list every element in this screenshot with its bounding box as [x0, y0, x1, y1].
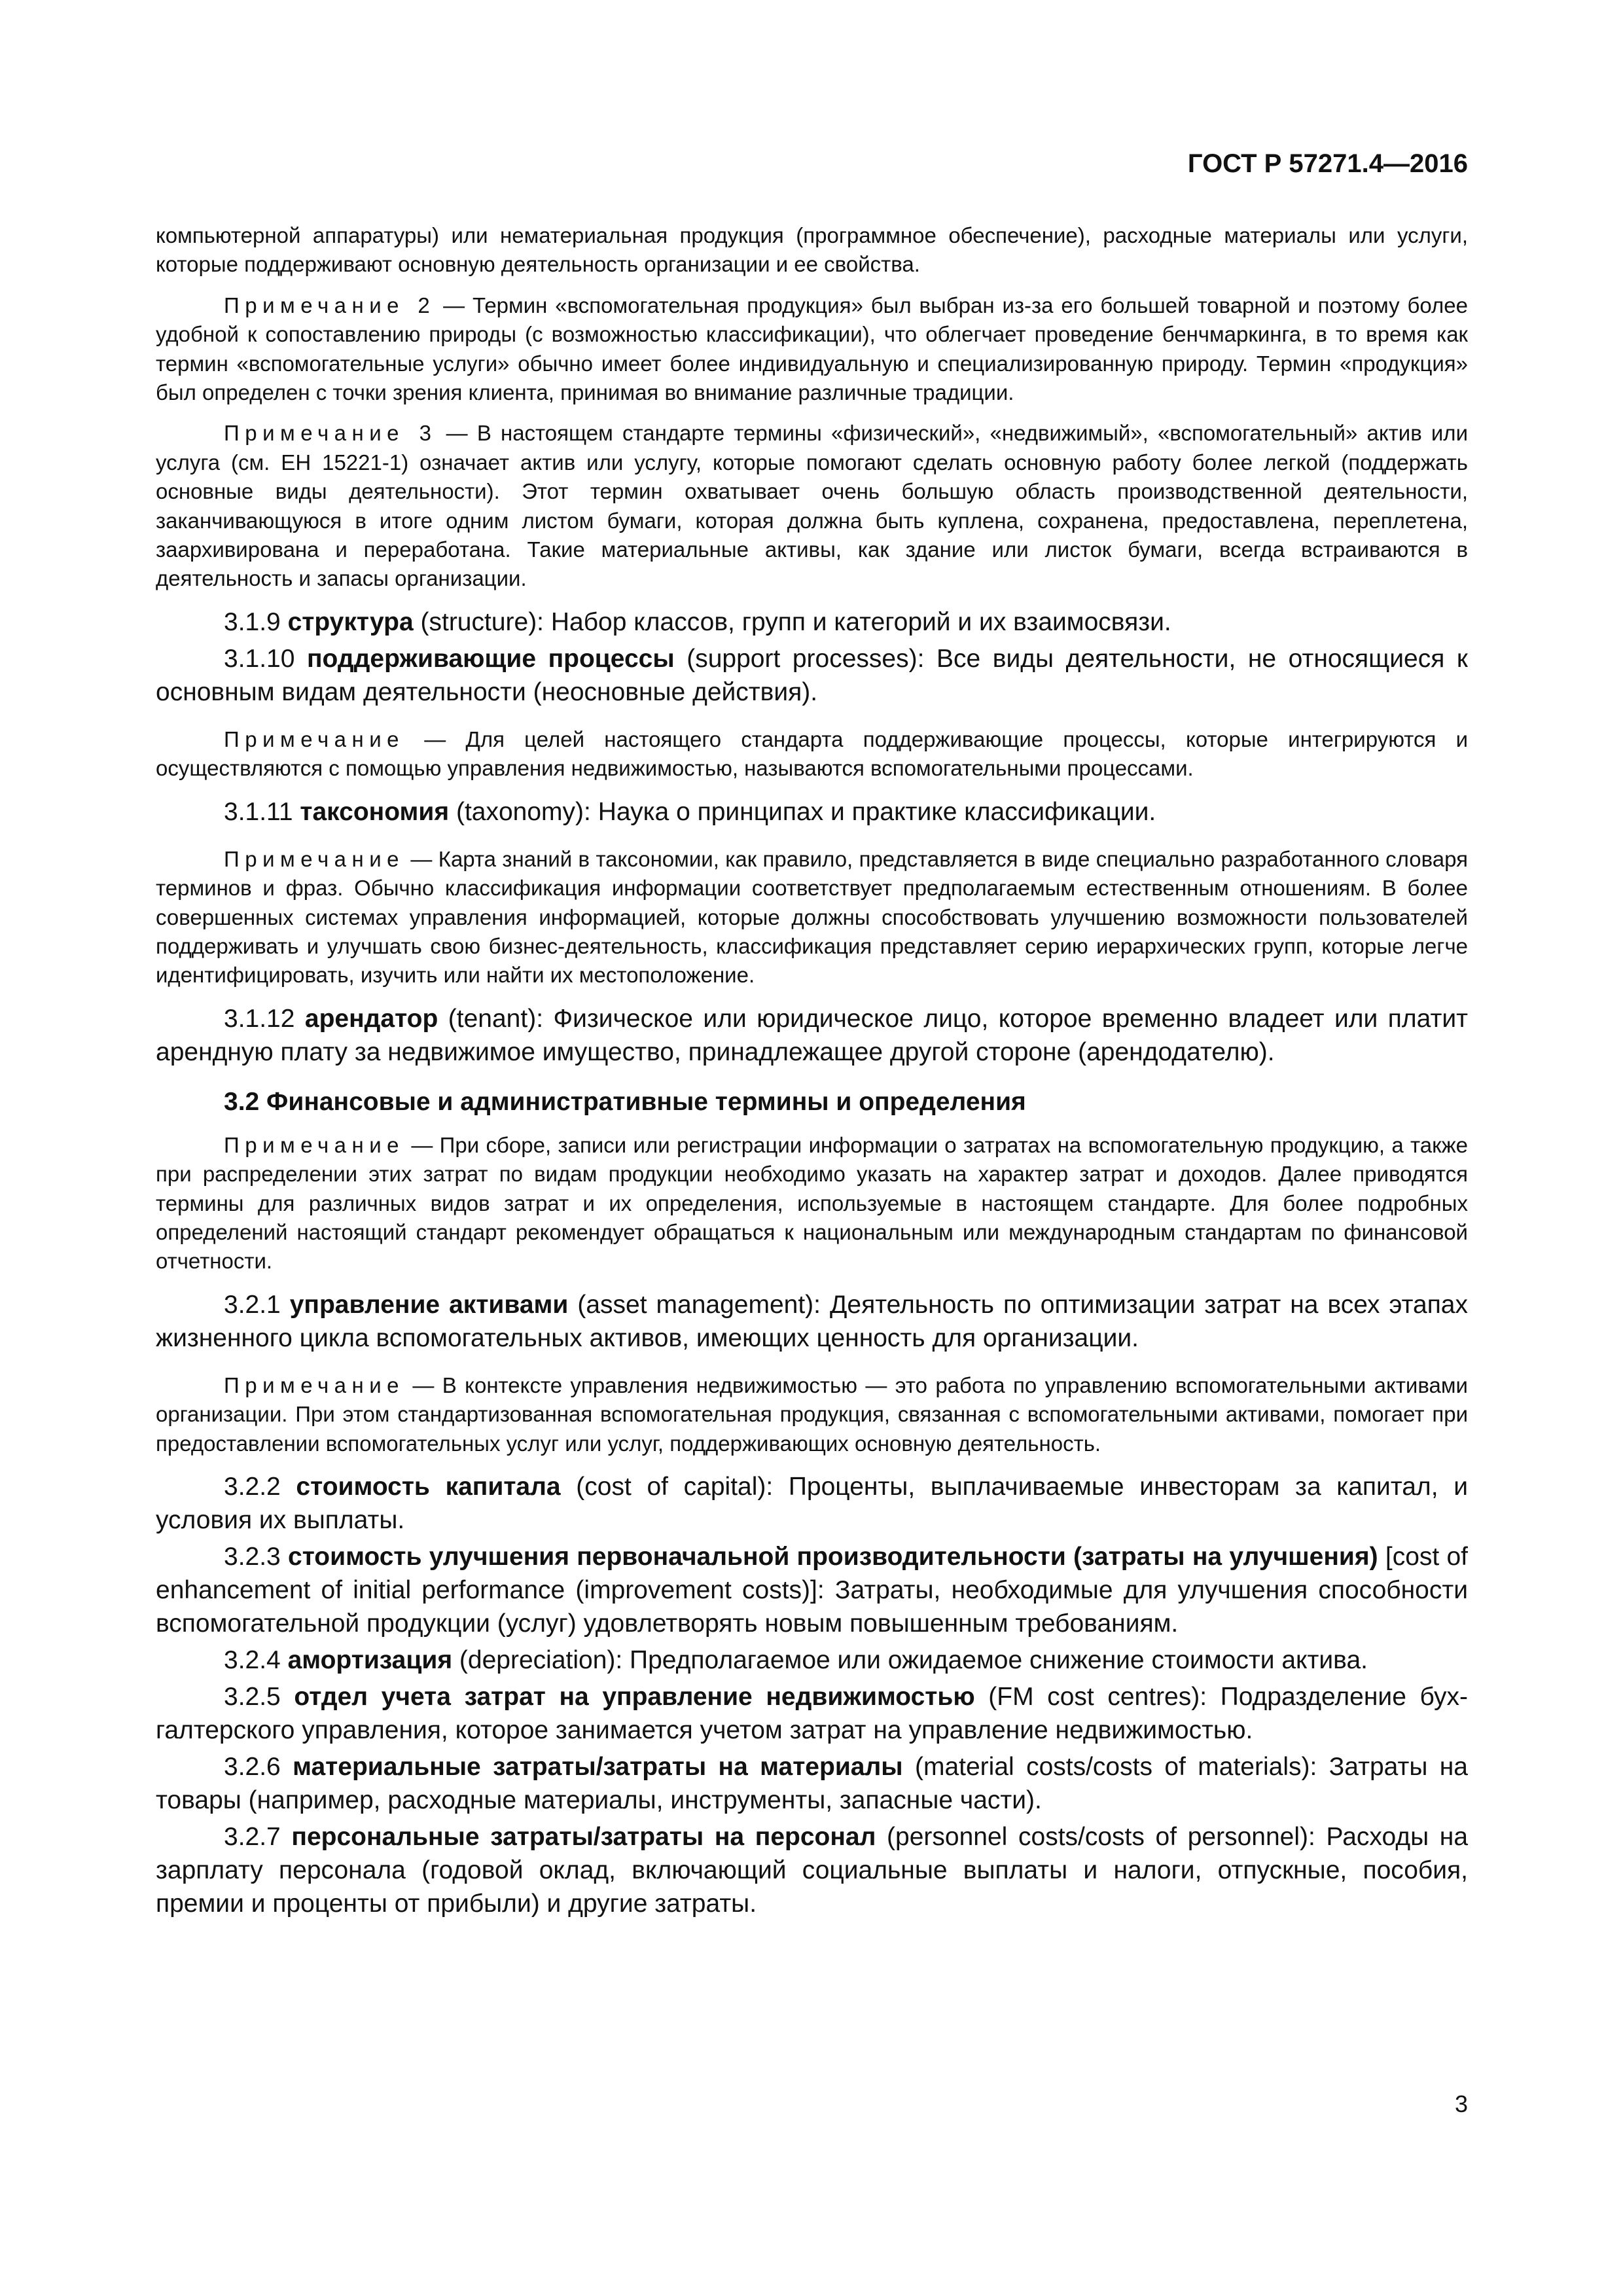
note-text: — Для целей настоящего стандарта поддерживающие процессы, которые интегрируются и осуществляются с помощью управления недвижимостью, называются вспомогательными процессами. — [156, 726, 1468, 781]
note-3-2-1 — [156, 1371, 1468, 1458]
term-3-1-12 — [156, 1002, 1468, 1069]
note-text: — Термин «вспомогательная продукция» был выбран из-за его большей товарной и поэтому более удобной к сопоставлению природы (с возможностью классификации), что облегчает проведение бенчмаркинга, в то время как термин «вспомогательные услуги» обычно имеет более индивидуальную и специализированную природу. Термин «продукция» был определен с точки зрения клиента, принимая во внимание различные традиции. — [156, 293, 1468, 405]
term-3-2-7 — [156, 1820, 1468, 1920]
term-number: 3.1.12 — [224, 1004, 305, 1033]
term-3-2-5 — [156, 1680, 1468, 1747]
term-definition: (depreciation): Предполагаемое или ожидаемое снижение стоимости актива. — [452, 1645, 1368, 1674]
term-name: арендатор — [304, 1004, 438, 1033]
note-label: Примечание — [224, 846, 405, 871]
note-text: — В настоящем стандарте термины «физический», «недвижимый», «вспомогательный» актив или услуга (см. ЕН 15221-1) означает актив или услугу, которые помогают сделать основную работу более легкой (поддержать основные виды деятельности). Этот термин охватывает очень большую область производственной деятельности, заканчивающуюся в итоге одним листом бумаги, которая должна быть куплена, сохранена, предоставлена, переплетена, заархивирована и переработана. Такие материальные активы, как здание или листок бумаги, всегда встраиваются в деятельность и запасы организации. — [156, 421, 1468, 591]
term-definition: (cost of capital): Проценты, выплачиваемые инвесторам за капитал, и условия их выплаты. — [156, 1472, 1468, 1534]
term-number: 3.2.3 — [224, 1542, 288, 1571]
term-number: 3.2.4 — [224, 1645, 288, 1674]
note-2 — [156, 291, 1468, 408]
term-name: отдел учета затрат на управление недвижимостью — [294, 1682, 975, 1711]
note-text: — Карта знаний в таксономии, как правило, представляется в виде специально разработанного словаря терминов и фраз. Обычно классификация информации соответствует предполагаемым естественным отношениям. В более совершенных системах управления информацией, которые должны способствовать улучшению возможности пользователей поддерживать и улучшать свою бизнес-деятельность, классификация представляет серию иерархических групп, которые легче идентифицировать, изучить или найти их местоположение. — [156, 846, 1468, 988]
note-text: — При сборе, записи или регистрации информации о затратах на вспомогательную продукцию, а также при распределении этих затрат по видам продукции необходимо указать на характер затрат и доходов. Далее приводятся термины для различных видов затрат и их определения, используемые в настоящем стандарте. Для более подробных определений настоящий стандарт рекомендует обращаться к национальным или международным стандартам по финансовой отчетности. — [156, 1132, 1468, 1274]
note-text: — В контексте управления недвижимостью — это работа по управлению вспомогательными активами организации. При этом стандартизованная вспомогательная продукция, связанная с вспомогательными активами, помогает при предоставлении вспомогательных услуг или услуг, поддерживающих основную деятельность. — [156, 1372, 1468, 1456]
term-definition: [cost of enhancement of initial performance (improvement costs)]: Затраты, необходимые для улучшения способности вспомогательной продукции (услуг) удовлетворять новым повышенным требованиям. — [156, 1542, 1468, 1638]
term-name: таксономия — [300, 797, 450, 826]
note-label: Примечание — [224, 726, 405, 751]
term-name: амортизация — [287, 1645, 453, 1674]
term-definition: (material costs/costs of materials): Затраты на товары (например, расходные материалы, инструменты, запасные части). — [156, 1752, 1468, 1814]
term-3-1-10 — [156, 642, 1468, 709]
term-definition: (structure): Набор классов, групп и категорий и их взаимосвязи. — [413, 607, 1171, 636]
term-definition: (tenant): Физическое или юридическое лицо, которое временно владеет или платит арендную плату за недвижимое имущество, принадлежащее другой стороне (арендодателю). — [156, 1004, 1468, 1066]
note-3-1-10 — [156, 725, 1468, 783]
term-name: персональные затраты/затраты на персонал — [291, 1822, 876, 1851]
term-definition: (personnel costs/costs of personnel): Расходы на зарплату персонала (годовой оклад, включающий социальные выплаты и налоги, отпускные, пособия, премии и проценты от прибыли) и другие затраты. — [156, 1822, 1469, 1918]
term-name: управление активами — [289, 1290, 569, 1319]
term-number: 3.2.5 — [224, 1682, 294, 1711]
term-3-1-9 — [156, 605, 1468, 639]
term-name: поддерживающие процессы — [307, 644, 675, 673]
section-heading-3-2: 3.2 Финансовые и административные термины и определения — [224, 1087, 1026, 1116]
note-label: Примечание — [224, 1372, 405, 1397]
note-label: Примечание — [224, 1132, 405, 1157]
term-name: структура — [287, 607, 414, 636]
term-number: 3.2.7 — [224, 1822, 292, 1851]
term-number: 3.1.10 — [224, 644, 307, 673]
document-body — [156, 221, 1468, 1924]
term-3-2-1 — [156, 1288, 1468, 1355]
term-name: стоимость улучшения первоначальной производительности (затраты на улучшения) — [288, 1542, 1378, 1571]
document-page — [156, 0, 1468, 2296]
term-definition: (support processes): Все виды деятельности, не относящиеся к основным видам деятельности (неосновные действия). — [156, 644, 1468, 706]
term-3-2-2 — [156, 1470, 1468, 1537]
term-number: 3.1.11 — [224, 797, 300, 826]
term-3-2-4 — [156, 1643, 1468, 1677]
continuation-paragraph: компьютерной аппаратуры) или нематериальная продукция (программное обеспечение), расходные материалы или услуги, которые поддерживают основную деятельность организации и ее свойства. — [156, 223, 1468, 277]
note-3-2 — [156, 1131, 1468, 1276]
term-number: 3.1.9 — [224, 607, 288, 636]
note-3 — [156, 419, 1468, 593]
term-name: материальные затраты/затраты на материалы — [293, 1752, 903, 1781]
term-definition: (asset management): Деятельность по оптимизации затрат на всех этапах жизненного цикла вспомогательных активов, имеющих ценность для организации. — [156, 1290, 1468, 1352]
term-name: стоимость капитала — [296, 1472, 561, 1501]
term-3-1-11 — [156, 795, 1468, 829]
term-definition: (taxonomy): Наука о принципах и практике классификации. — [449, 797, 1156, 826]
term-number: 3.2.1 — [224, 1290, 290, 1319]
term-3-2-6 — [156, 1750, 1468, 1817]
term-number: 3.2.6 — [224, 1752, 293, 1781]
term-number: 3.2.2 — [224, 1472, 296, 1501]
term-definition: (FM cost centres): Подразделение бухгалтерского управления, которое занимается учетом затрат на управление недвижимостью. — [156, 1682, 1468, 1744]
note-3-1-11 — [156, 845, 1468, 990]
page-number: 3 — [1454, 2090, 1468, 2117]
term-3-2-3 — [156, 1540, 1468, 1640]
note-label: Примечание 3 — [224, 421, 437, 446]
document-header: ГОСТ Р 57271.4—2016 — [1187, 149, 1468, 178]
note-label: Примечание 2 — [224, 293, 436, 317]
